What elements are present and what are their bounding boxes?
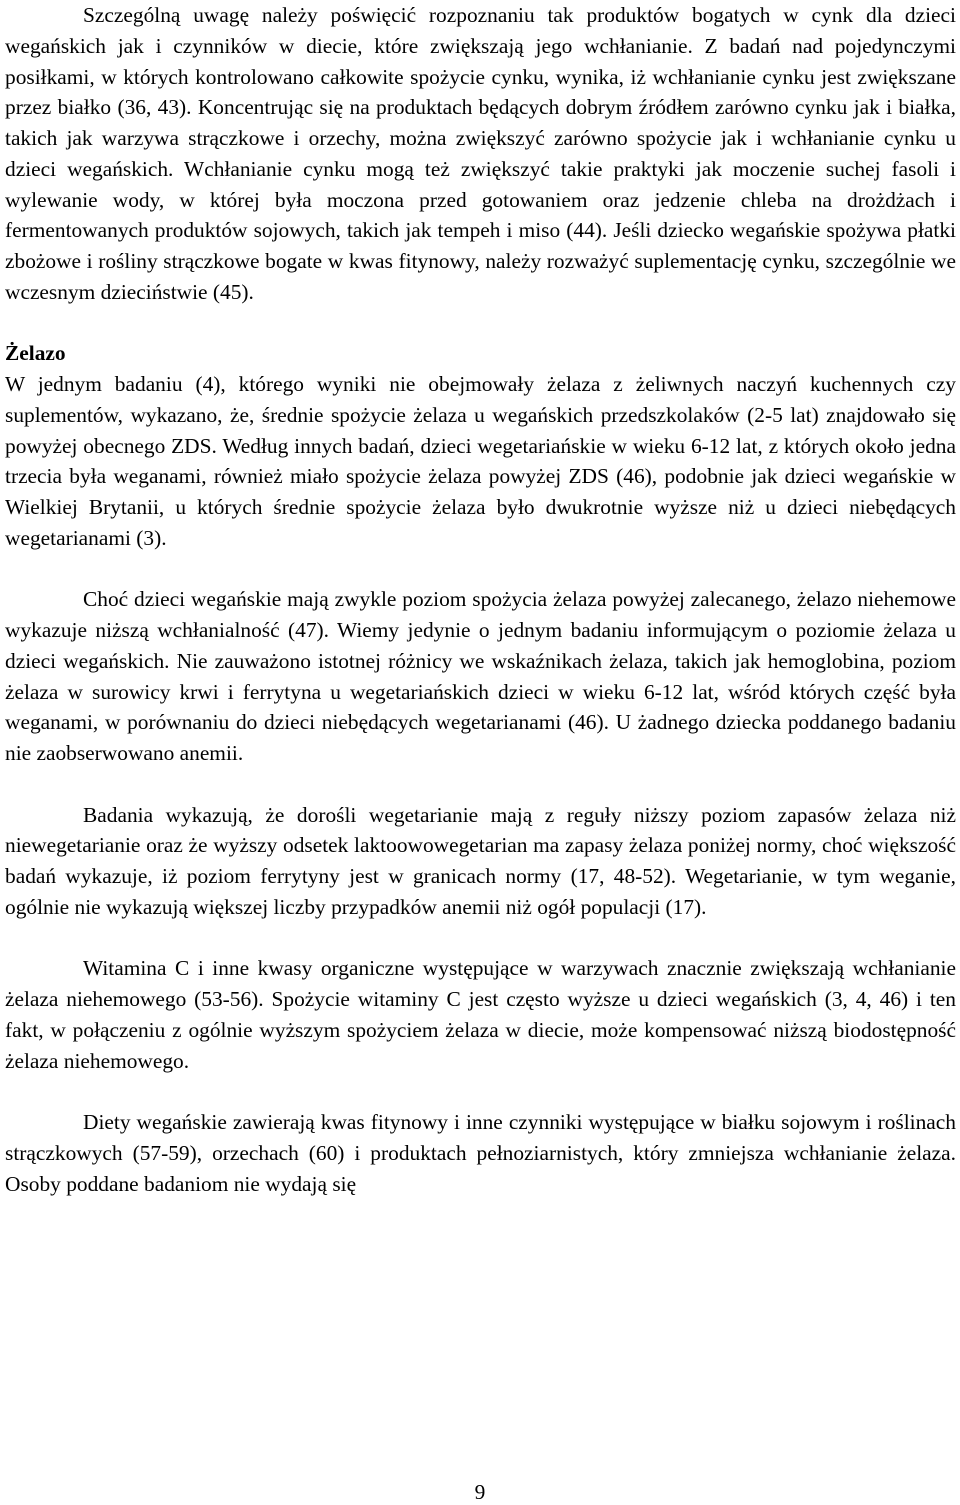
spacer: [5, 554, 956, 585]
section-heading-iron: Żelazo: [5, 341, 66, 366]
paragraph-phytic-acid: Diety wegańskie zawierają kwas fitynowy i inne czynniki występujące w białku sojowym i roślinach strączkowych (57-59), orzechach (60) i produktach pełnoziarnistych, który zmniejsza wchłanianie żelaza. Osoby poddane badaniom nie wydają się: [5, 1110, 956, 1196]
paragraph-iron-intake: W jednym badaniu (4), którego wyniki nie obejmowały żelaza z żeliwnych naczyń kuchennych czy suplementów, wykazano, że, średnie spożycie żelaza u wegańskich przedszkolaków (2-5 lat) znajdowało się powyżej obecnego ZDS. Według innych badań, dzieci wegetariańskie w wieku 6-12 lat, z których około jedna trzecia była weganami, również miało spożycie żelaza powyżej ZDS (46), podobnie jak dzieci wegańskie w Wielkiej Brytanii, u których średnie spożycie żelaza było dwukrotnie wyższe niż u dzieci niebędących wegetarianami (3).: [5, 372, 956, 550]
document-page: [5, 0, 956, 1199]
spacer: [5, 923, 956, 954]
spacer: [5, 308, 956, 339]
paragraph-iron-adults: Badania wykazują, że dorośli wegetarianie mają z reguły niższy poziom zapasów żelaza niż niewegetarianie oraz że wyższy odsetek laktoowowegetarian ma zapasy żelaza poniżej normy, choć większość badań wykazuje, iż poziom ferrytyny jest w granicach normy (17, 48-52). Wegetarianie, w tym weganie, ogólnie nie wykazują większej liczby przypadków anemii niż ogół populacji (17).: [5, 802, 956, 919]
paragraph-iron-absorption: Choć dzieci wegańskie mają zwykle poziom spożycia żelaza powyżej zalecanego, żelazo niehemowe wykazuje niższą wchłanialność (47). Wiemy jedynie o jednym badaniu informującym o poziomie żelaza u dzieci wegańskich. Nie zauważono istotnej różnicy we wskaźnikach żelaza, takich jak hemoglobina, poziom żelaza w surowicy krwi i ferrytyna u wegetariańskich dzieci w wieku 6-12 lat, wśród których część była weganami, w porównaniu do dzieci niebędących wegetarianami (46). U żadnego dziecka poddanego badaniu nie zaobserwowano anemii.: [5, 587, 956, 765]
paragraph-vitamin-c: Witamina C i inne kwasy organiczne występujące w warzywach znacznie zwiększają wchłanianie żelaza niehemowego (53-56). Spożycie witaminy C jest często wyższe u dzieci wegańskich (3, 4, 46) i ten fakt, w połączeniu z ogólnie wyższym spożyciem żelaza w diecie, może kompensować niższą biodostępność żelaza niehemowego.: [5, 956, 956, 1073]
spacer: [5, 769, 956, 800]
spacer: [5, 1076, 956, 1107]
page-number: 9: [474, 1480, 486, 1504]
paragraph-zinc-absorption: Szczególną uwagę należy poświęcić rozpoznaniu tak produktów bogatych w cynk dla dzieci wegańskich jak i czynników w diecie, które zwiększają jego wchłanianie. Z badań nad pojedynczymi posiłkami, w których kontrolowano całkowite spożycie cynku, wynika, iż wchłanianie cynku jest zwiększane przez białko (36, 43). Koncentrując się na produktach będących dobrym źródłem zarówno cynku jak i białka, takich jak warzywa strączkowe i orzechy, można zwiększyć zarówno spożycie jak i wchłanianie cynku u dzieci wegańskich. Wchłanianie cynku mogą też zwiększyć takie praktyki jak moczenie suchej fasoli i wylewanie wody, w której była moczona przed gotowaniem oraz jedzenie chleba na drożdżach i fermentowanych produktów sojowych, takich jak tempeh i miso (44). Jeśli dziecko wegańskie spożywa płatki zbożowe i rośliny strączkowe bogate w kwas fitynowy, należy rozważyć suplementację cynku, szczególnie we wczesnym dzieciństwie (45).: [5, 3, 956, 304]
